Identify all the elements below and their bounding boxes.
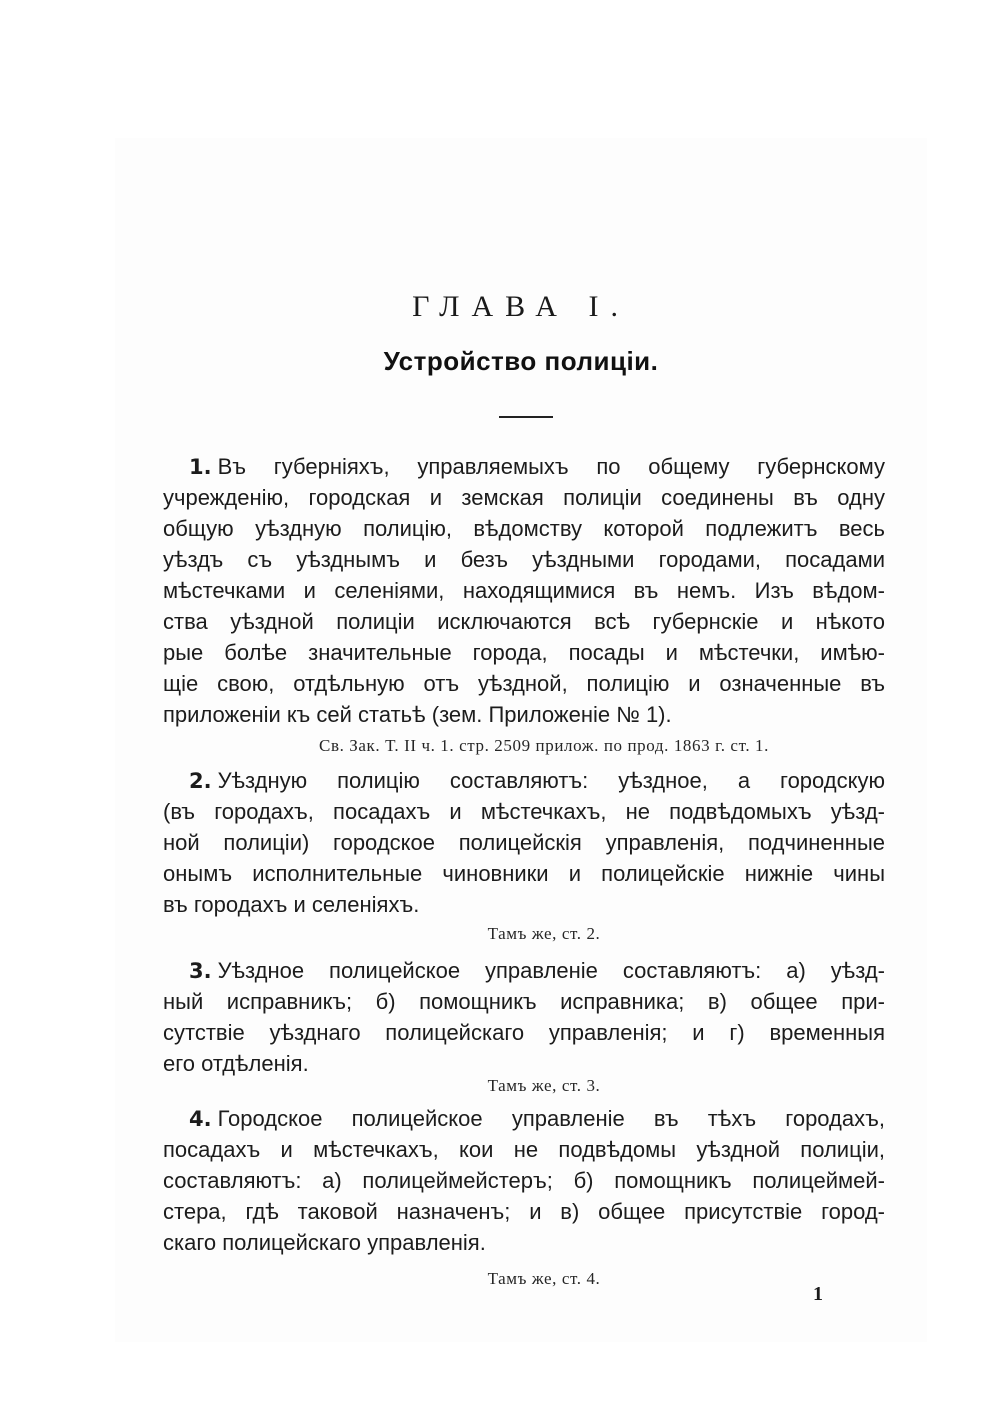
article-source-citation: Св. Зак. Т. II ч. 1. стр. 2509 прилож. по прод. 1863 г. ст. 1. xyxy=(319,736,769,755)
article-number: 4. xyxy=(189,1107,212,1131)
article-source-citation: Тамъ же, ст. 2. xyxy=(487,924,601,943)
article-line: стера, гдѣ таковой назначенъ; и в) общее присутствіе город- xyxy=(163,1199,885,1224)
article-line: мѣстечками и селеніями, находящимися въ немъ. Изъ вѣдом- xyxy=(163,578,885,603)
chapter-title: Устройство полиціи. xyxy=(383,346,659,376)
article-line: ный исправникъ; б) помощникъ исправника; в) общее при- xyxy=(163,989,885,1014)
article-4 xyxy=(163,1103,885,1258)
article-line: 4. Городское полицейское управленіе въ тѣхъ городахъ, xyxy=(189,1106,885,1131)
article-1 xyxy=(163,451,885,730)
article-line: 3. Уѣздное полицейское управленіе составляютъ: а) уѣзд- xyxy=(189,958,885,983)
article-line: посадахъ и мѣстечкахъ, кои не подвѣдомы уѣздной полиціи, xyxy=(163,1137,885,1162)
article-line: уѣздъ съ уѣзднымъ и безъ уѣздными городами, посадами xyxy=(163,547,885,572)
article-3 xyxy=(163,955,885,1079)
article-line: общую уѣздную полицію, вѣдомству которой подлежитъ весь xyxy=(163,516,885,541)
article-line: щіе свою, отдѣльную отъ уѣздной, полицію и означенные въ xyxy=(163,671,885,696)
page-number: 1 xyxy=(813,1283,823,1305)
article-line: сутствіе уѣзднаго полицейскаго управленія; и г) временныя xyxy=(163,1020,885,1045)
article-2 xyxy=(163,765,885,920)
chapter-label: ГЛАВА I. xyxy=(412,290,630,323)
article-line: его отдѣленія. xyxy=(163,1051,309,1076)
article-number: 1. xyxy=(189,455,212,479)
article-source-citation: Тамъ же, ст. 3. xyxy=(487,1076,601,1095)
article-line: составляютъ: а) полицеймейстеръ; б) помощникъ полицеймей- xyxy=(163,1168,885,1193)
article-line: ства уѣздной полиціи исключаются всѣ губернскіе и нѣкото xyxy=(163,609,885,634)
article-line: скаго полицейскаго управленія. xyxy=(163,1230,486,1255)
article-number: 3. xyxy=(189,959,212,983)
article-source-citation: Тамъ же, ст. 4. xyxy=(487,1269,601,1288)
article-line: 2. Уѣздную полицію составляютъ: уѣздное, а городскую xyxy=(189,768,885,793)
article-line: 1. Въ губерніяхъ, управляемыхъ по общему губернскому xyxy=(189,454,885,479)
section-divider xyxy=(499,416,553,418)
article-line: въ городахъ и селеніяхъ. xyxy=(163,892,420,917)
article-line: учрежденію, городская и земская полиціи соединены въ одну xyxy=(163,485,885,510)
article-line: приложеніи къ сей статьѣ (зем. Приложеніе № 1). xyxy=(163,702,672,727)
article-line: рые болѣе значительные города, посады и мѣстечки, имѣю- xyxy=(163,640,885,665)
article-line: онымъ исполнительные чиновники и полицейскіе нижніе чины xyxy=(163,861,885,886)
article-number: 2. xyxy=(189,769,212,793)
article-line: (въ городахъ, посадахъ и мѣстечкахъ, не подвѣдомыхъ уѣзд- xyxy=(163,799,885,824)
article-line: ной полиціи) городское полицейскія управленія, подчиненные xyxy=(163,830,885,855)
